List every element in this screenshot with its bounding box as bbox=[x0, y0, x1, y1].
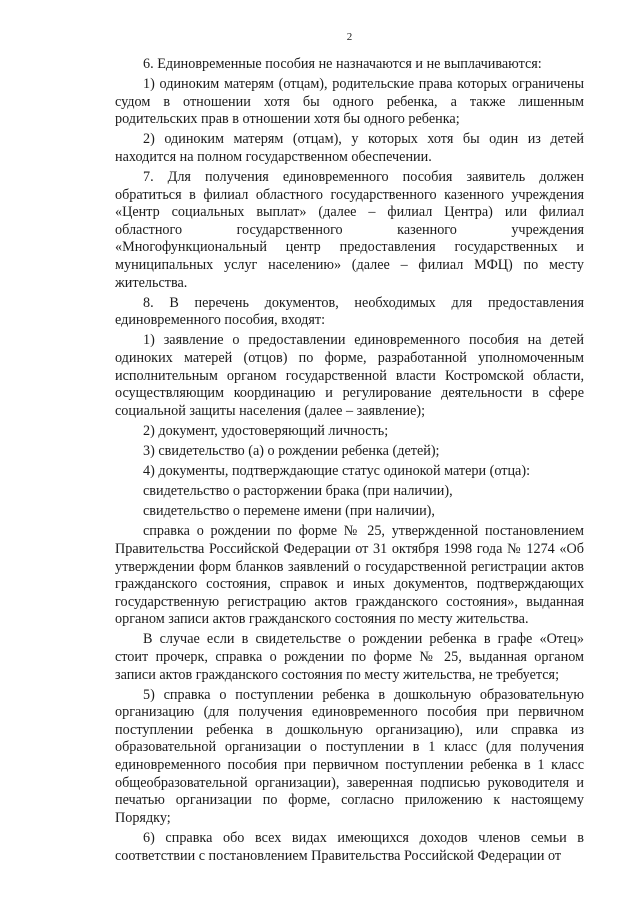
paragraph-8-item-4-exception: В случае если в свидетельстве о рождении ребенка в графе «Отец» стоит прочерк, справка о рождении по форме № 25, выданная органом записи актов гражданского состояния по месту жительства, не требуется; bbox=[115, 631, 584, 683]
paragraph-8-item-4-birth-certificate: справка о рождении по форме № 25, утвержденной постановлением Правительства Российской Федерации от 31 октября 1998 года № 1274 «Об утверждении форм бланков заявлений о государственной регистрации актов гражданского состояния, справок и иных документов, подтверждающих государственную регистрацию актов гражданского состояния», выданная органом записи актов гражданского состояния по месту жительства. bbox=[115, 523, 584, 628]
paragraph-8-item-1: 1) заявление о предоставлении единовременного пособия на детей одиноких матерей (отцов) по форме, разработанной уполномоченным исполнительным органом государственной власти Костромской области, осуществляющим координацию и регулирование деятельности в сфере социальной защиты населения (далее – заявление); bbox=[115, 332, 584, 419]
paragraph-8-item-4-name-change: свидетельство о перемене имени (при наличии), bbox=[143, 503, 435, 520]
paragraph-8-heading: 8. В перечень документов, необходимых для предоставления единовременного пособия, входят: bbox=[115, 294, 584, 329]
paragraph-8-item-5: 5) справка о поступлении ребенка в дошкольную образовательную организацию (для получения единовременного пособия при первичном поступлении ребенка в дошкольную организацию), или справка из образовательной организации о поступлении в 1 класс (для получения единовременного пособия при первичном поступлении ребенка в 1 класс общеобразовательной организации), заверенная подписью руководителя и печатью организации по форме, согласно приложению к настоящему Порядку; bbox=[115, 686, 584, 826]
document-body bbox=[115, 56, 584, 865]
paragraph-6-item-2: 2) одиноким матерям (отцам), у которых хотя бы один из детей находится на полном государственном обеспечении. bbox=[115, 131, 584, 165]
paragraph-8-item-6: 6) справка обо всех видах имеющихся доходов членов семьи в соответствии с постановлением Правительства Российской Федерации от bbox=[115, 829, 584, 864]
paragraph-8-item-2: 2) документ, удостоверяющий личность; bbox=[143, 422, 389, 439]
paragraph-6-heading: 6. Единовременные пособия не назначаются и не выплачиваются: bbox=[143, 56, 542, 72]
paragraph-8-item-4-divorce: свидетельство о расторжении брака (при наличии), bbox=[143, 483, 453, 500]
paragraph-8-item-3: 3) свидетельство (а) о рождении ребенка (детей); bbox=[143, 442, 440, 459]
paragraph-6-item-1: 1) одиноким матерям (отцам), родительские права которых ограничены судом в отношении хотя бы одного ребенка, а также лишенным родительских прав в отношении хотя бы одного ребенка; bbox=[115, 76, 584, 128]
page-number: 2 bbox=[346, 31, 353, 43]
paragraph-7: 7. Для получения единовременного пособия заявитель должен обратиться в филиал областного государственного казенного учреждения «Центр социальных выплат» (далее – филиал Центра) или филиал областного государственного казенного учреждения «Многофункциональный центр предоставления государственных и муниципальных услуг населению» (далее – филиал МФЦ) по месту жительства. bbox=[115, 169, 584, 291]
paragraph-8-item-4: 4) документы, подтверждающие статус одинокой матери (отца): bbox=[143, 463, 531, 480]
